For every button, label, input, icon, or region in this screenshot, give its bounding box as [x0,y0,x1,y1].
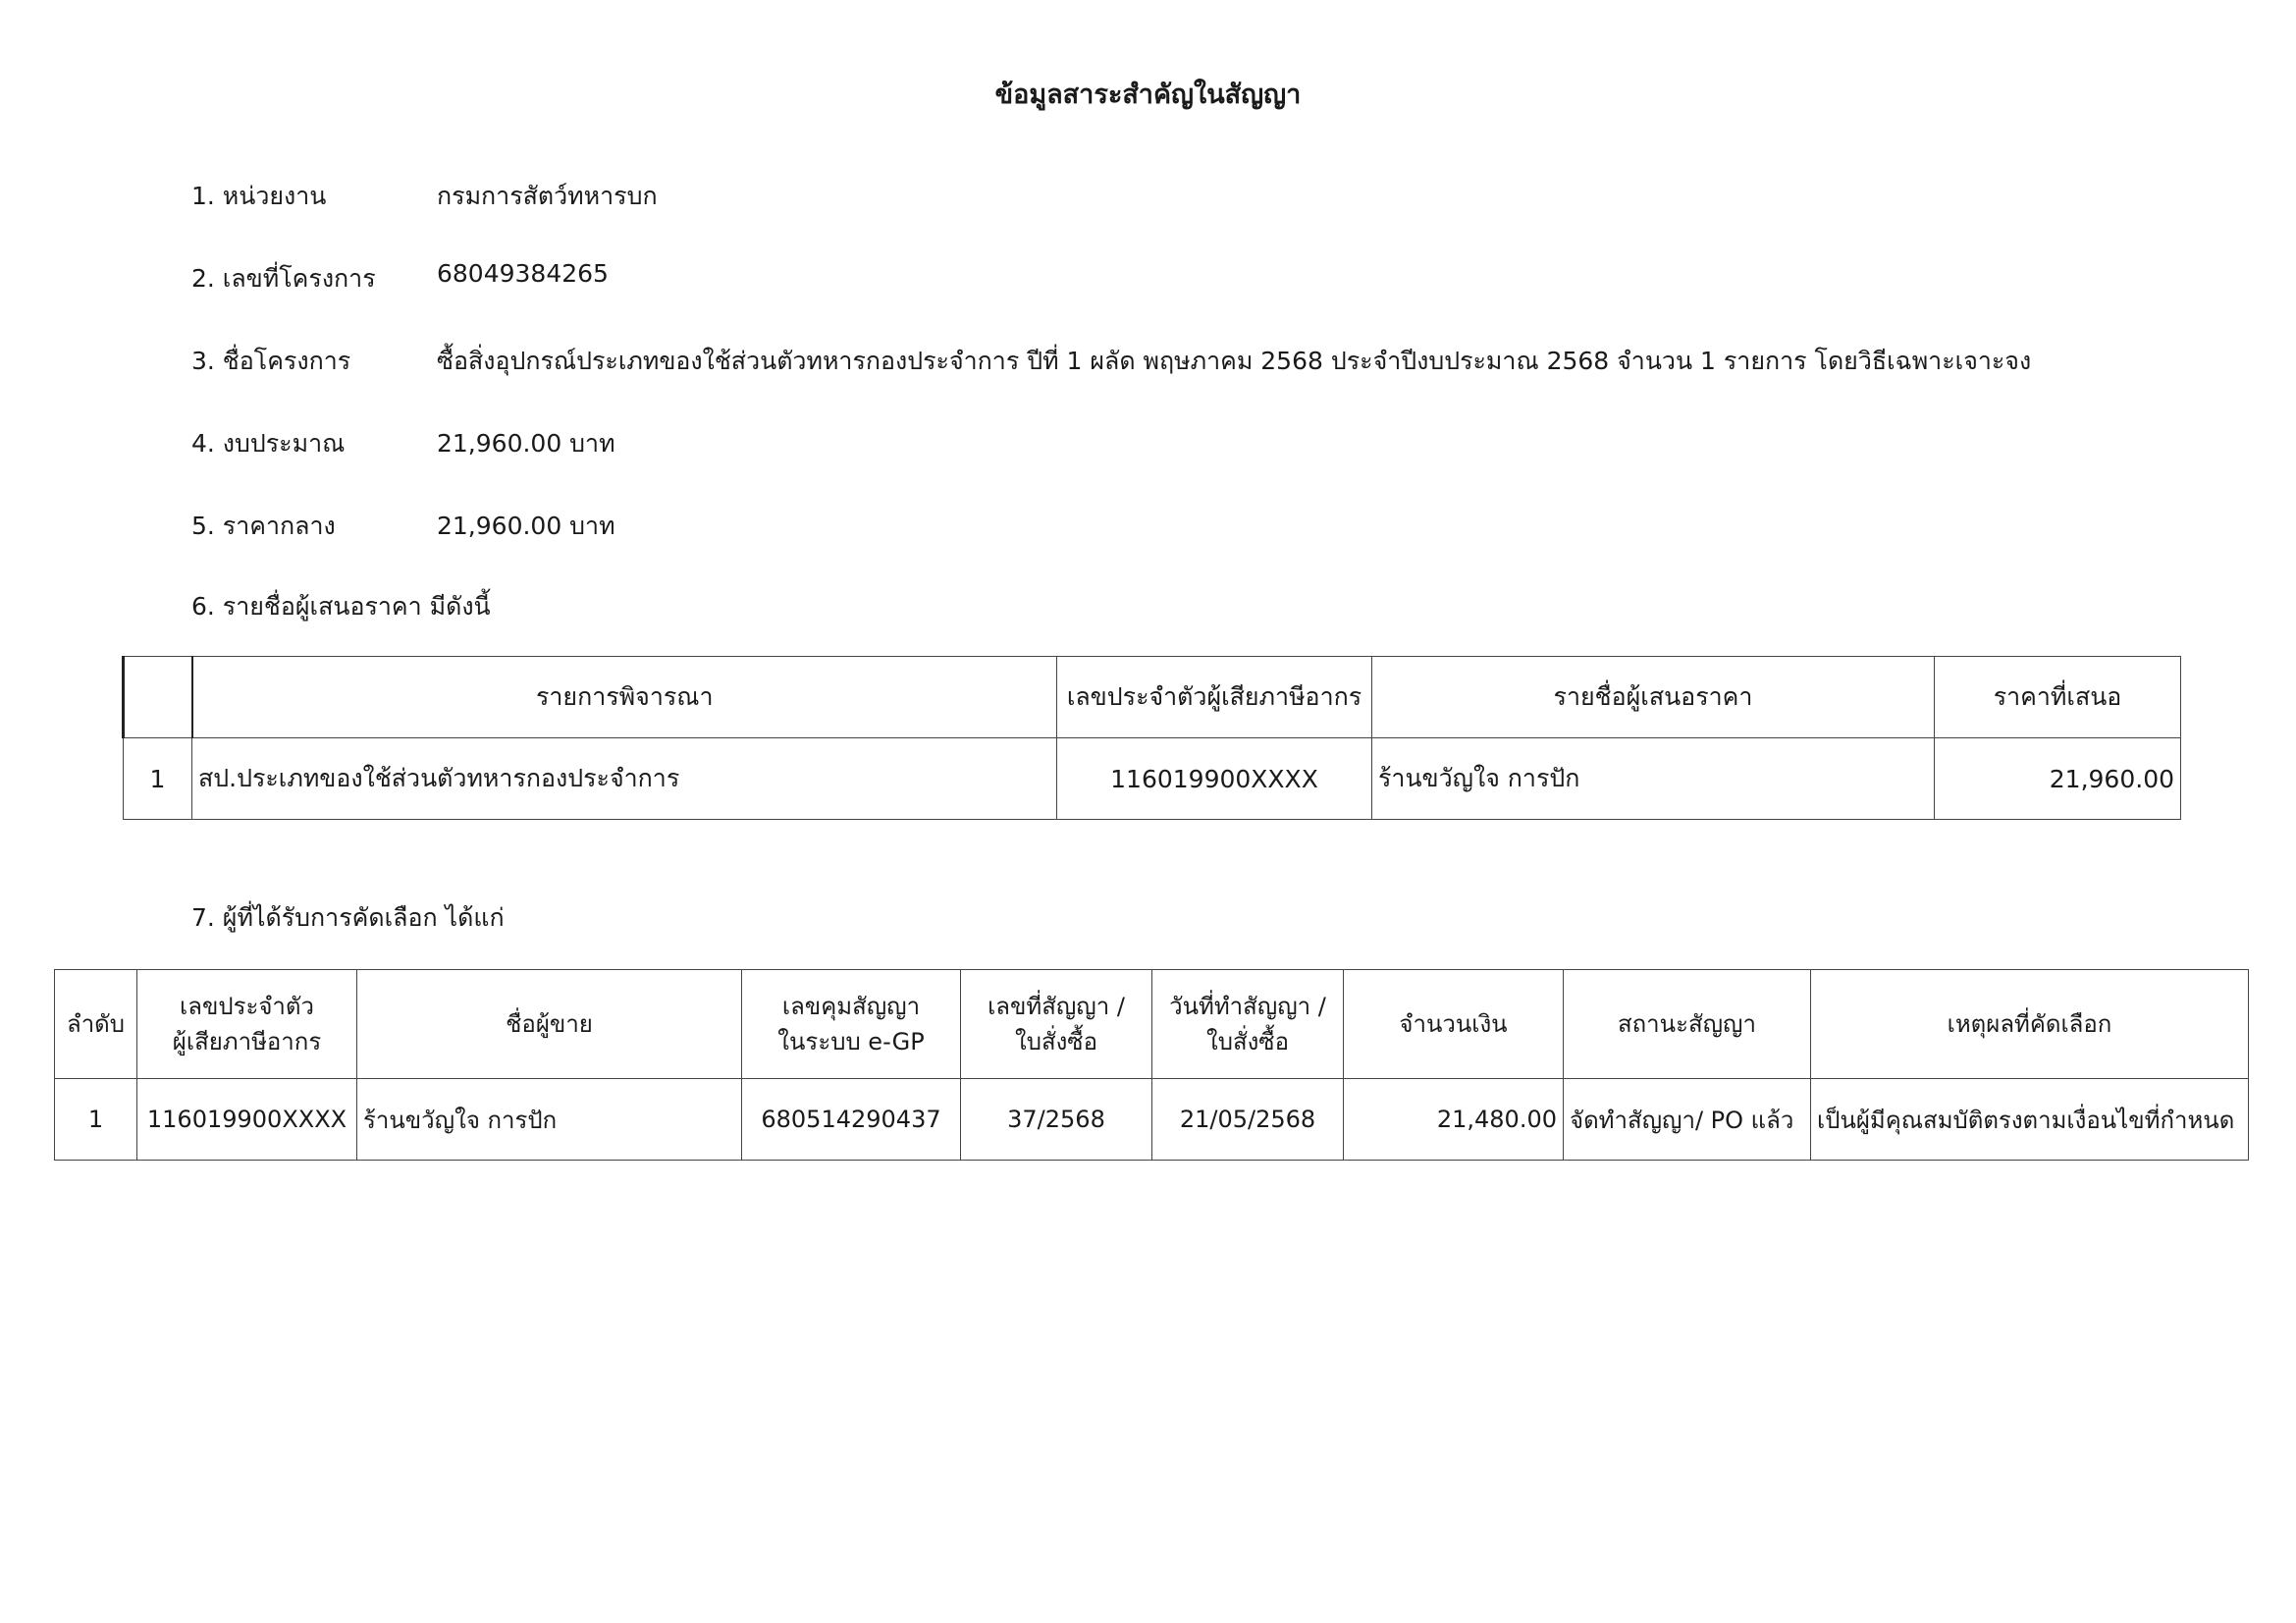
column-header: รายชื่อผู้เสนอราคา [1372,657,1935,738]
column-header: จำนวนเงิน [1344,970,1564,1079]
info-label: 5. ราคากลาง [191,512,336,540]
cell-seller-name: ร้านขวัญใจ การปัก [357,1079,742,1161]
column-header: รายการพิจารณา [192,657,1057,738]
column-header: เหตุผลที่คัดเลือก [1811,970,2249,1079]
info-value: กรมการสัตว์ทหารบก [437,182,658,210]
info-label: 3. ชื่อโครงการ [191,347,351,375]
cell-index: 1 [124,738,192,820]
cell-offered-price: 21,960.00 [1935,738,2181,820]
cell-tax-id: 116019900XXXX [1057,738,1372,820]
column-header: สถานะสัญญา [1564,970,1811,1079]
info-value: 21,960.00 บาท [437,512,615,540]
table-row [124,738,2181,820]
info-value: ซื้อสิ่งอุปกรณ์ประเภทของใช้ส่วนตัวทหารกองประจำการ ปีที่ 1 ผลัด พฤษภาคม 2568 ประจำปีงบประมาณ 2568 จำนวน 1 รายการ โดยวิธีเฉพาะเจาะจง [437,347,2032,375]
cell-index: 1 [55,1079,137,1161]
column-header: วันที่ทำสัญญา / ใบสั่งซื้อ [1152,970,1344,1079]
cell-egp-control-number: 680514290437 [742,1079,961,1161]
info-value: 21,960.00 บาท [437,429,615,458]
table-header-row [55,970,2249,1079]
column-header: ลำดับ [55,970,137,1079]
info-label: 2. เลขที่โครงการ [191,264,376,293]
cell-contract-status: จัดทำสัญญา/ PO แล้ว [1564,1079,1811,1161]
bidders-heading: 6. รายชื่อผู้เสนอราคา มีดังนี้ [191,592,491,621]
cell-selection-reason: เป็นผู้มีคุณสมบัติตรงตามเงื่อนไขที่กำหนด [1811,1079,2249,1161]
cell-bidder-name: ร้านขวัญใจ การปัก [1372,738,1935,820]
column-header: เลขที่สัญญา / ใบสั่งซื้อ [961,970,1152,1079]
winners-table [54,969,2249,1161]
info-label: 4. งบประมาณ [191,429,346,458]
column-header: เลขคุมสัญญา ในระบบ e-GP [742,970,961,1079]
column-header: เลขประจำตัวผู้เสียภาษีอากร [1057,657,1372,738]
winners-heading: 7. ผู้ที่ได้รับการคัดเลือก ได้แก่ [191,903,505,932]
cell-amount: 21,480.00 [1344,1079,1564,1161]
cell-tax-id: 116019900XXXX [137,1079,357,1161]
info-value: 68049384265 [437,259,609,288]
info-label: 1. หน่วยงาน [191,182,327,210]
table-row [55,1079,2249,1161]
table-header-row [124,657,2181,738]
column-header: เลขประจำตัว ผู้เสียภาษีอากร [137,970,357,1079]
document-title: ข้อมูลสาระสำคัญในสัญญา [994,80,1302,110]
cell-contract-number: 37/2568 [961,1079,1152,1161]
bidders-table [122,656,2181,820]
column-header: ชื่อผู้ขาย [357,970,742,1079]
cell-item: สป.ประเภทของใช้ส่วนตัวทหารกองประจำการ [192,738,1057,820]
column-header: ราคาที่เสนอ [1935,657,2181,738]
column-header [124,657,192,738]
cell-contract-date: 21/05/2568 [1152,1079,1344,1161]
